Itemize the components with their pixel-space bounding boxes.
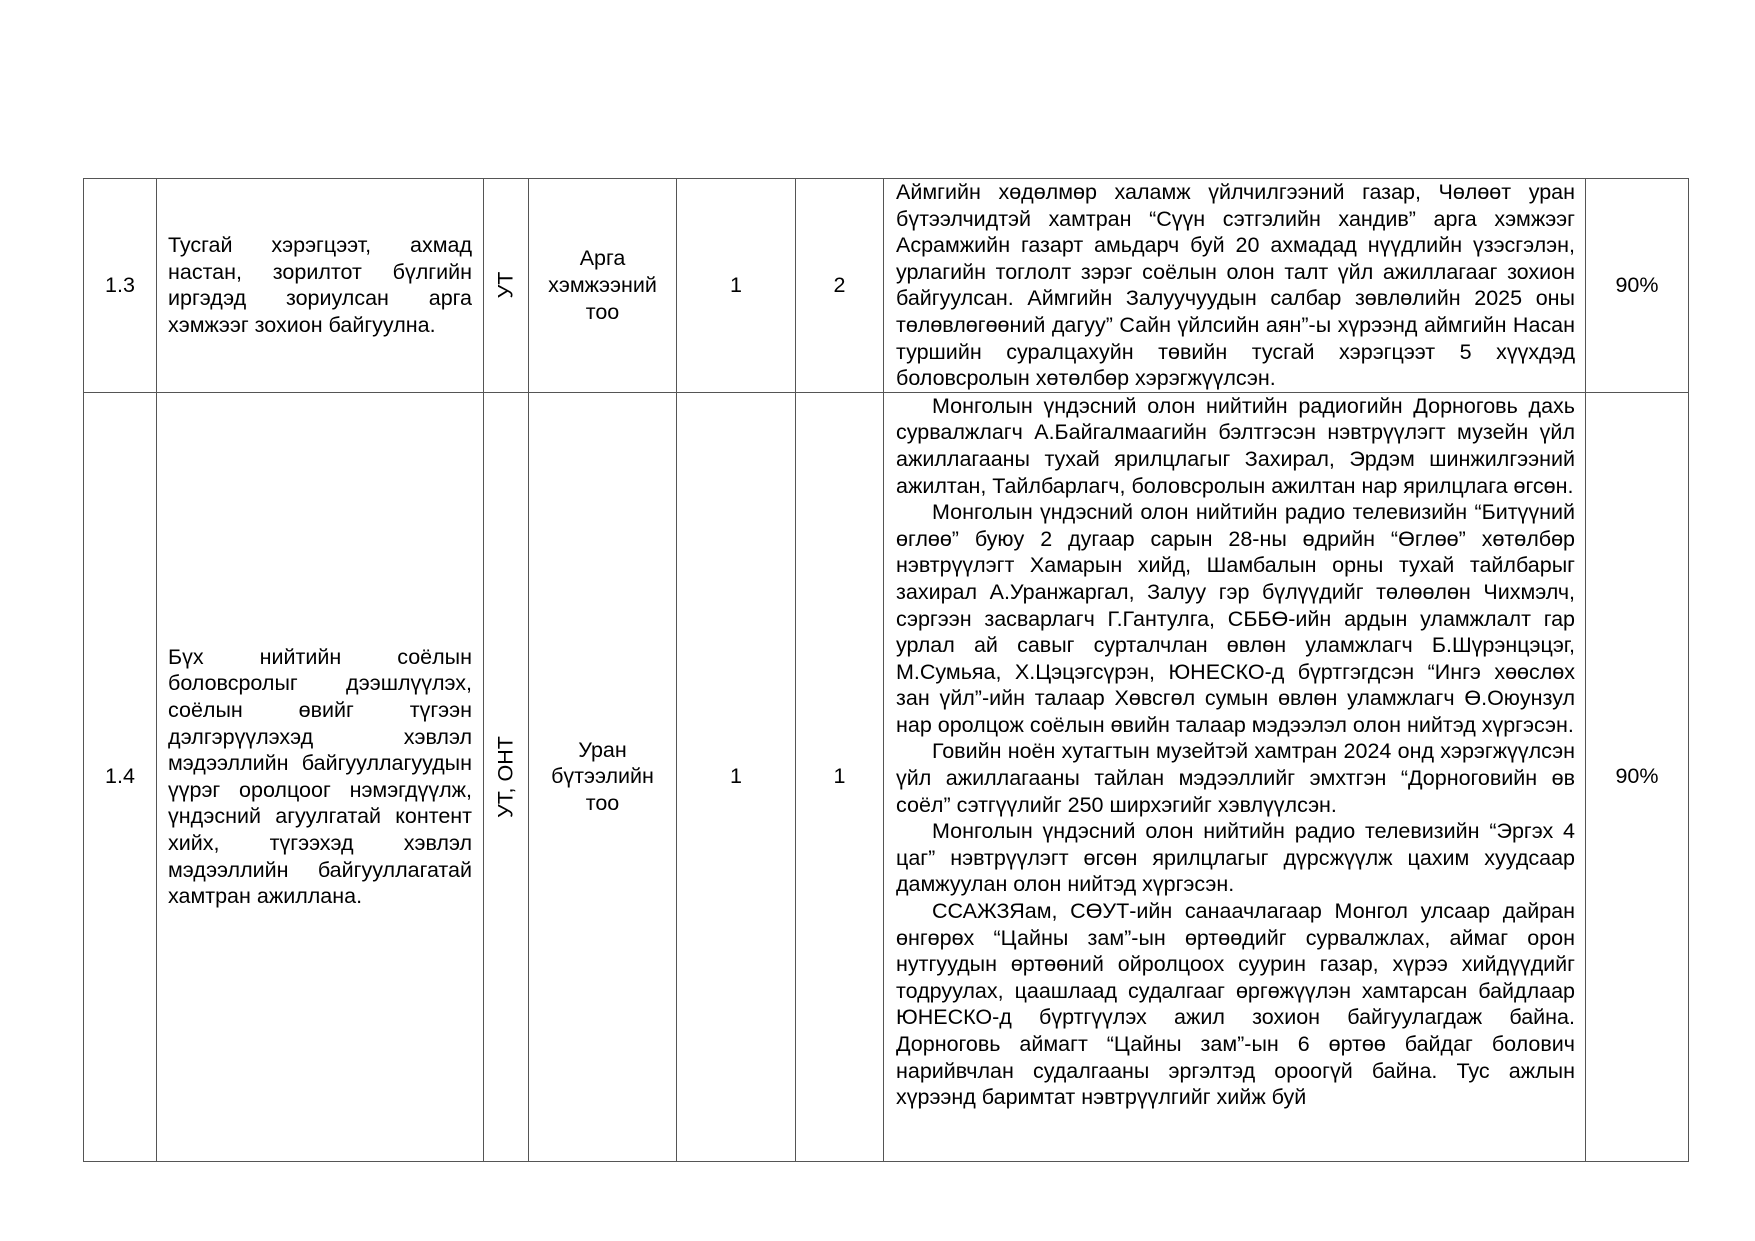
report-paragraph: Монголын үндэсний олон нийтийн радиогийн Дорноговь дахь сурвалжлагч А.Байгалмаагийн бэлтгэсэн нэвтрүүлэгт музейн үйл ажиллагааны тухай ярилцлагыг Захирал, Эрдэм шинжилгээний ажилтан, Тайлбарлагч, боловсролын ажилтан нар ярилцлага өгсөн. xyxy=(896,393,1575,498)
row-number: 1.3 xyxy=(84,179,157,393)
row-number: 1.4 xyxy=(84,392,157,1161)
baseline-value: 1 xyxy=(677,392,796,1161)
table-row xyxy=(84,392,1689,1161)
baseline-value: 1 xyxy=(677,179,796,393)
indicator: Уран бүтээлийн тоо xyxy=(529,392,677,1161)
responsible-unit: УТ, ОНТ xyxy=(493,735,518,818)
responsible-unit: УТ xyxy=(493,271,518,299)
responsible-cell xyxy=(484,392,529,1161)
report-paragraph: Монголын үндэсний олон нийтийн радио телевизийн “Эргэх 4 цаг” нэвтрүүлэгт өгсөн ярилцлагыг дүрсжүүлж цахим хуудсаар дамжуулан олон нийтэд хүргэсэн. xyxy=(896,819,1575,897)
report-paragraph: Аймгийн хөдөлмөр халамж үйлчилгээний газар, Чөлөөт уран бүтээлчидтэй хамтран “Сүүн сэтгэлийн хандив” арга хэмжээг Асрамжийн газарт амьдарч буй 20 ахмадад нүүдлийн үзэсгэлэн, урлагийн тоглолт зэрэг соёлын олон талт үйл ажиллагааг зохион байгуулсан. Аймгийн Залуучуудын салбар зөвлөлийн 2025 оны төлөвлөгөөний дагуу” Сайн үйлсийн аян”-ы хүрээнд аймгийн Насан туршийн суралцахуйн төвийн тусгай хэрэгцээт 5 хүүхдэд боловсролын хөтөлбөр хэрэгжүүлсэн. xyxy=(896,180,1575,391)
indicator: Арга хэмжээний тоо xyxy=(529,179,677,393)
task-description: Бүх нийтийн соёлын боловсролыг дээшлүүлэх, соёлын өвийг түгээн дэлгэрүүлэхэд хэвлэл мэдээллийн байгууллагуудын үүрэг оролцоог нэмэгдүүлж, үндэсний агуулгатай контент хийх, түгээхэд хэвлэл мэдээллийн байгууллагатай хамтран ажиллана. xyxy=(157,392,484,1161)
target-value: 1 xyxy=(796,392,884,1161)
implementation-report xyxy=(884,392,1586,1161)
completion-percent: 90% xyxy=(1586,392,1689,1161)
target-value: 2 xyxy=(796,179,884,393)
responsible-cell xyxy=(484,179,529,393)
report-paragraph: Говийн ноён хутагтын музейтэй хамтран 2024 онд хэрэгжүүлсэн үйл ажиллагааны тайлан мэдээллийг эмхтгэн “Дорноговийн өв соёл” сэтгүүлийг 250 ширхэгийг хэвлүүлсэн. xyxy=(896,739,1575,817)
report-paragraph: Монголын үндэсний олон нийтийн радио телевизийн “Битүүний өглөө” буюу 2 дугаар сарын 28-ны өдрийн “Өглөө” хөтөлбөр нэвтрүүлэгт Хамарын хийд, Шамбалын орны тухай тайлбарыг захирал А.Уранжаргал, Залуу гэр бүлүүдийг төлөөлөн Чихмэлч, сэргээн засварлагч Г.Гантулга, СББӨ-ийн ардын уламжлалт гар урлал ай савыг сурталчлан өвлөн уламжлагч Б.Шүрэнцэцэг, М.Сумьяа, Х.Цэцэгсүрэн, ЮНЕСКО-д бүртгэгдсэн “Ингэ хөөслөх зан үйл”-ийн талаар Хөвсгөл сумын өвлөн уламжлагч Ө.Оюунзул нар оролцож соёлын өвийн талаар мэдээлэл олон нийтэд хүргэсэн. xyxy=(896,500,1575,737)
report-table xyxy=(83,178,1689,1162)
task-description: Тусгай хэрэгцээт, ахмад настан, зорилтот бүлгийн иргэдэд зориулсан арга хэмжээг зохион байгуулна. xyxy=(157,179,484,393)
report-paragraph: ССАЖЗЯам, СӨУТ-ийн санаачлагаар Монгол улсаар дайран өнгөрөх “Цайны зам”-ын өртөөдийг сурвалжлах, аймаг орон нутгуудын өртөөний ойролцоох суурин газар, хүрээ хийдүүдийг тодруулах, цаашлаад судалгааг өргөжүүлэн хамтарсан байдлаар ЮНЕСКО-д бүртгүүлэх ажил зохион байгуулагдаж байна. Дорноговь аймагт “Цайны зам”-ын 6 өртөө байдаг болович нарийвчлан судалгааны эргэлтэд ороогүй байна. Тус ажлын хүрээнд баримтат нэвтрүүлгийг хийж буй xyxy=(896,899,1575,1110)
implementation-report xyxy=(884,179,1586,393)
completion-percent: 90% xyxy=(1586,179,1689,393)
table-row xyxy=(84,179,1689,393)
